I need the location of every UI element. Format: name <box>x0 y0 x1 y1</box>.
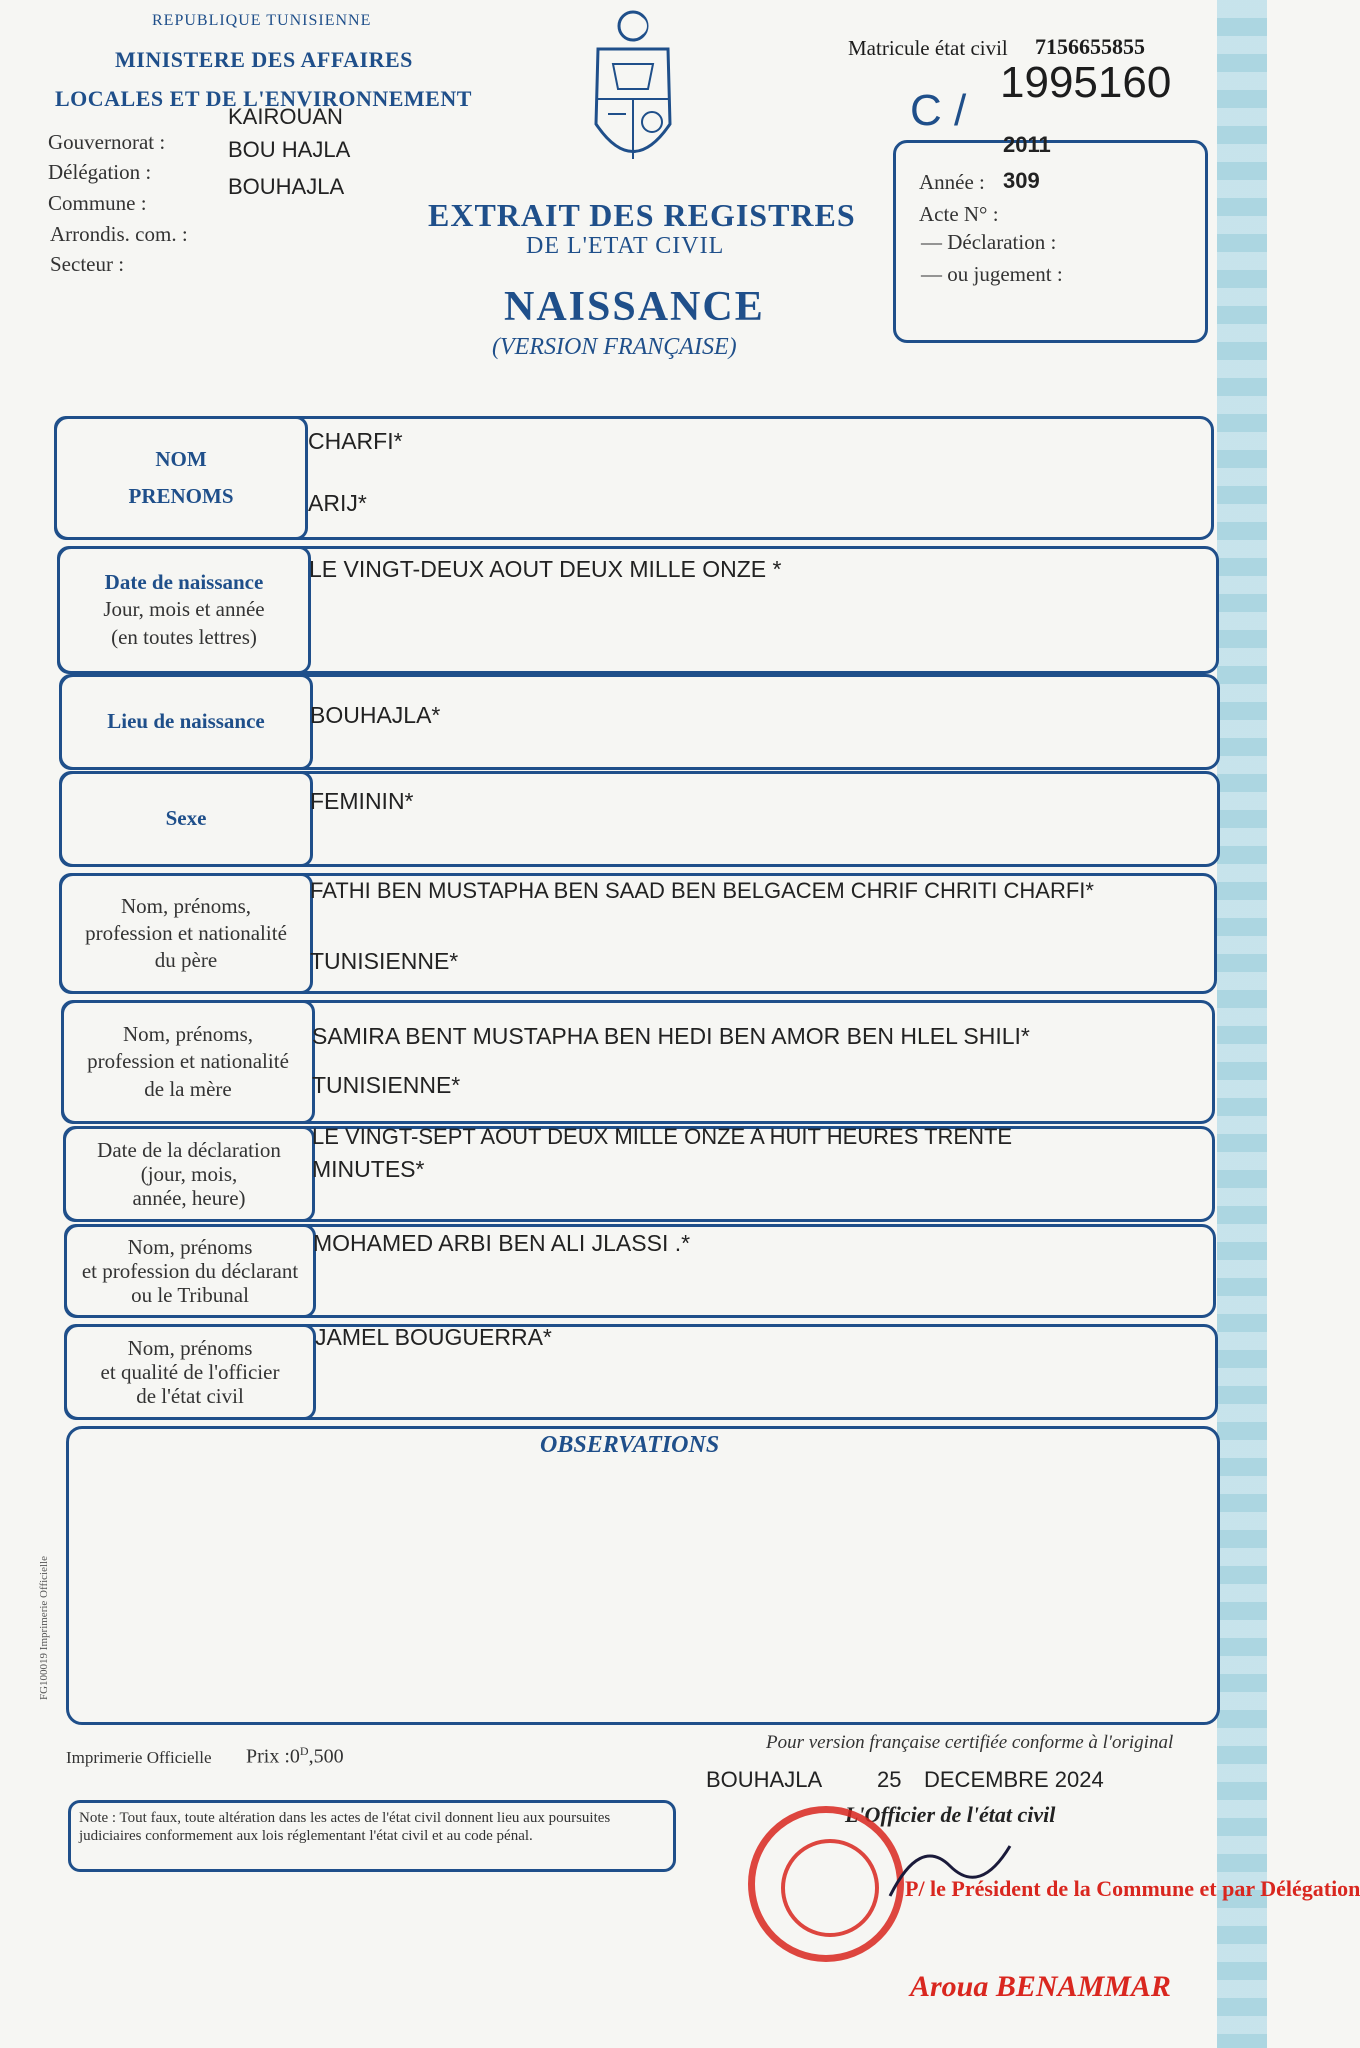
imprimerie-label: Imprimerie Officielle <box>66 1748 212 1767</box>
commune-value: BOUHAJLA <box>228 174 345 199</box>
prenoms-label: PRENOMS <box>128 484 234 508</box>
date-naissance-sublabel-1: Jour, mois et année <box>103 597 265 622</box>
prix-sup: D <box>299 1744 309 1758</box>
mere-label-3: de la mère <box>144 1076 232 1101</box>
sexe-label: Sexe <box>165 806 207 831</box>
declaration-label-1: Date de la déclaration <box>97 1137 281 1162</box>
declaration-label-cell <box>63 1126 315 1222</box>
mere-value-2: TUNISIENNE* <box>312 1072 461 1098</box>
officier-signature-title: L'Officier de l'état civil <box>845 1802 1056 1827</box>
pere-label-cell <box>59 873 313 994</box>
date-naissance-label: Date de naissance <box>104 570 264 595</box>
matricule-label: Matricule état civil <box>848 36 1008 60</box>
signing-day: 25 <box>877 1767 902 1792</box>
declarant-label-1: Nom, prénoms <box>127 1234 253 1259</box>
delegation-value: BOU HAJLA <box>228 137 351 162</box>
title-etat-civil: DE L'ETAT CIVIL <box>526 233 725 259</box>
nom-prenoms-label-cell <box>54 416 308 540</box>
prenoms-value: ARIJ* <box>308 490 367 516</box>
lieu-label-cell <box>59 674 313 770</box>
jugement-label: — ou jugement : <box>921 262 1063 286</box>
certification-text: Pour version française certifiée conforme à l'original <box>766 1732 1174 1753</box>
year-label: Année : <box>919 170 985 194</box>
title-extrait: EXTRAIT DES REGISTRES <box>428 197 856 233</box>
republic-heading: REPUBLIQUE TUNISIENNE <box>152 12 372 29</box>
officier-value: JAMEL BOUGUERRA* <box>315 1324 552 1350</box>
pere-value-1: FATHI BEN MUSTAPHA BEN SAAD BEN BELGACEM CHRIF CHRITI CHARFI* <box>310 878 1094 903</box>
acte-number-value: 309 <box>1003 168 1040 193</box>
legal-note: Note : Tout faux, toute altération dans les actes de l'état civil donnent lieu aux poursuites judiciaires conformement aux lois réglementant l'état civil et au code pénal. <box>68 1800 676 1872</box>
officier-label-3: de l'état civil <box>136 1384 244 1409</box>
sexe-value: FEMININ* <box>310 788 414 814</box>
nom-value: CHARFI* <box>308 428 403 454</box>
prix-end: ,500 <box>308 1745 344 1768</box>
observations-box <box>66 1426 1220 1725</box>
declarant-label-3: ou le Tribunal <box>131 1283 249 1308</box>
date-naissance-label-cell <box>57 546 311 674</box>
officier-label-cell <box>64 1324 316 1420</box>
mere-label-cell <box>61 1000 315 1124</box>
declarant-label-cell <box>64 1224 316 1318</box>
signing-month-year: DECEMBRE 2024 <box>924 1767 1104 1792</box>
declaration-label-2: (jour, mois, <box>140 1161 238 1186</box>
arrondissement-label: Arrondis. com. : <box>50 222 188 246</box>
secteur-label: Secteur : <box>50 252 125 276</box>
date-naissance-sublabel-2: (en toutes lettres) <box>111 624 257 649</box>
officier-label-2: et qualité de l'officier <box>100 1359 280 1384</box>
lieu-value: BOUHAJLA* <box>310 702 441 728</box>
delegation-label: Délégation : <box>48 160 152 184</box>
declaration-label: — Déclaration : <box>921 230 1057 254</box>
serial-prefix: C / <box>910 86 967 135</box>
serial-number: 1995160 <box>1000 58 1172 107</box>
signature-icon <box>880 1826 1020 1916</box>
title-naissance: NAISSANCE <box>504 284 765 330</box>
pere-value-2: TUNISIENNE* <box>310 948 459 974</box>
stamp-signature-text: P/ le Président de la Commune et par Délégation <box>905 1876 1360 1901</box>
declarant-label-2: et profession du déclarant <box>81 1258 299 1283</box>
title-version: (VERSION FRANÇAISE) <box>492 334 737 360</box>
security-border <box>1217 0 1267 2048</box>
declarant-value: MOHAMED ARBI BEN ALI JLASSI .* <box>313 1230 691 1256</box>
tunisia-coat-of-arms-icon <box>578 4 688 184</box>
declaration-label-3: année, heure) <box>132 1186 246 1211</box>
sexe-label-cell <box>59 771 313 867</box>
acte-label: Acte N° : <box>919 202 999 226</box>
pere-label-2: profession et nationalité <box>85 920 287 945</box>
date-naissance-value: LE VINGT-DEUX AOUT DEUX MILLE ONZE * <box>309 556 782 582</box>
matricule-value: 7156655855 <box>1035 34 1145 59</box>
signer-name: Aroua BENAMMAR <box>910 1970 1171 2003</box>
prix-text: Prix :0 <box>246 1745 300 1768</box>
lieu-label: Lieu de naissance <box>107 709 265 734</box>
side-print-code: FG100019 Imprimerie Officielle <box>38 1556 50 1700</box>
nom-label: NOM <box>155 446 207 471</box>
commune-label: Commune : <box>48 191 147 215</box>
year-value: 2011 <box>1003 132 1051 157</box>
ministry-line-2: LOCALES ET DE L'ENVIRONNEMENT <box>55 86 472 111</box>
gouvernorat-label: Gouvernorat : <box>48 130 166 154</box>
mere-label-1: Nom, prénoms, <box>122 1022 254 1047</box>
ministry-line-1: MINISTERE DES AFFAIRES <box>115 47 413 72</box>
declaration-value-1: LE VINGT-SEPT AOUT DEUX MILLE ONZE A HUIT HEURES TRENTE <box>312 1124 1013 1149</box>
pere-label-1: Nom, prénoms, <box>120 893 252 918</box>
mere-label-2: profession et nationalité <box>87 1049 289 1074</box>
gouvernorat-value: KAIROUAN <box>228 104 343 129</box>
officier-label-1: Nom, prénoms <box>127 1335 253 1360</box>
mere-value-1: SAMIRA BENT MUSTAPHA BEN HEDI BEN AMOR BEN HLEL SHILI* <box>312 1023 1030 1049</box>
observations-title: OBSERVATIONS <box>540 1432 720 1458</box>
signing-place: BOUHAJLA <box>706 1767 823 1792</box>
pere-label-3: du père <box>154 948 218 973</box>
declaration-value-2: MINUTES* <box>312 1156 425 1182</box>
prix-label <box>246 1744 344 1769</box>
